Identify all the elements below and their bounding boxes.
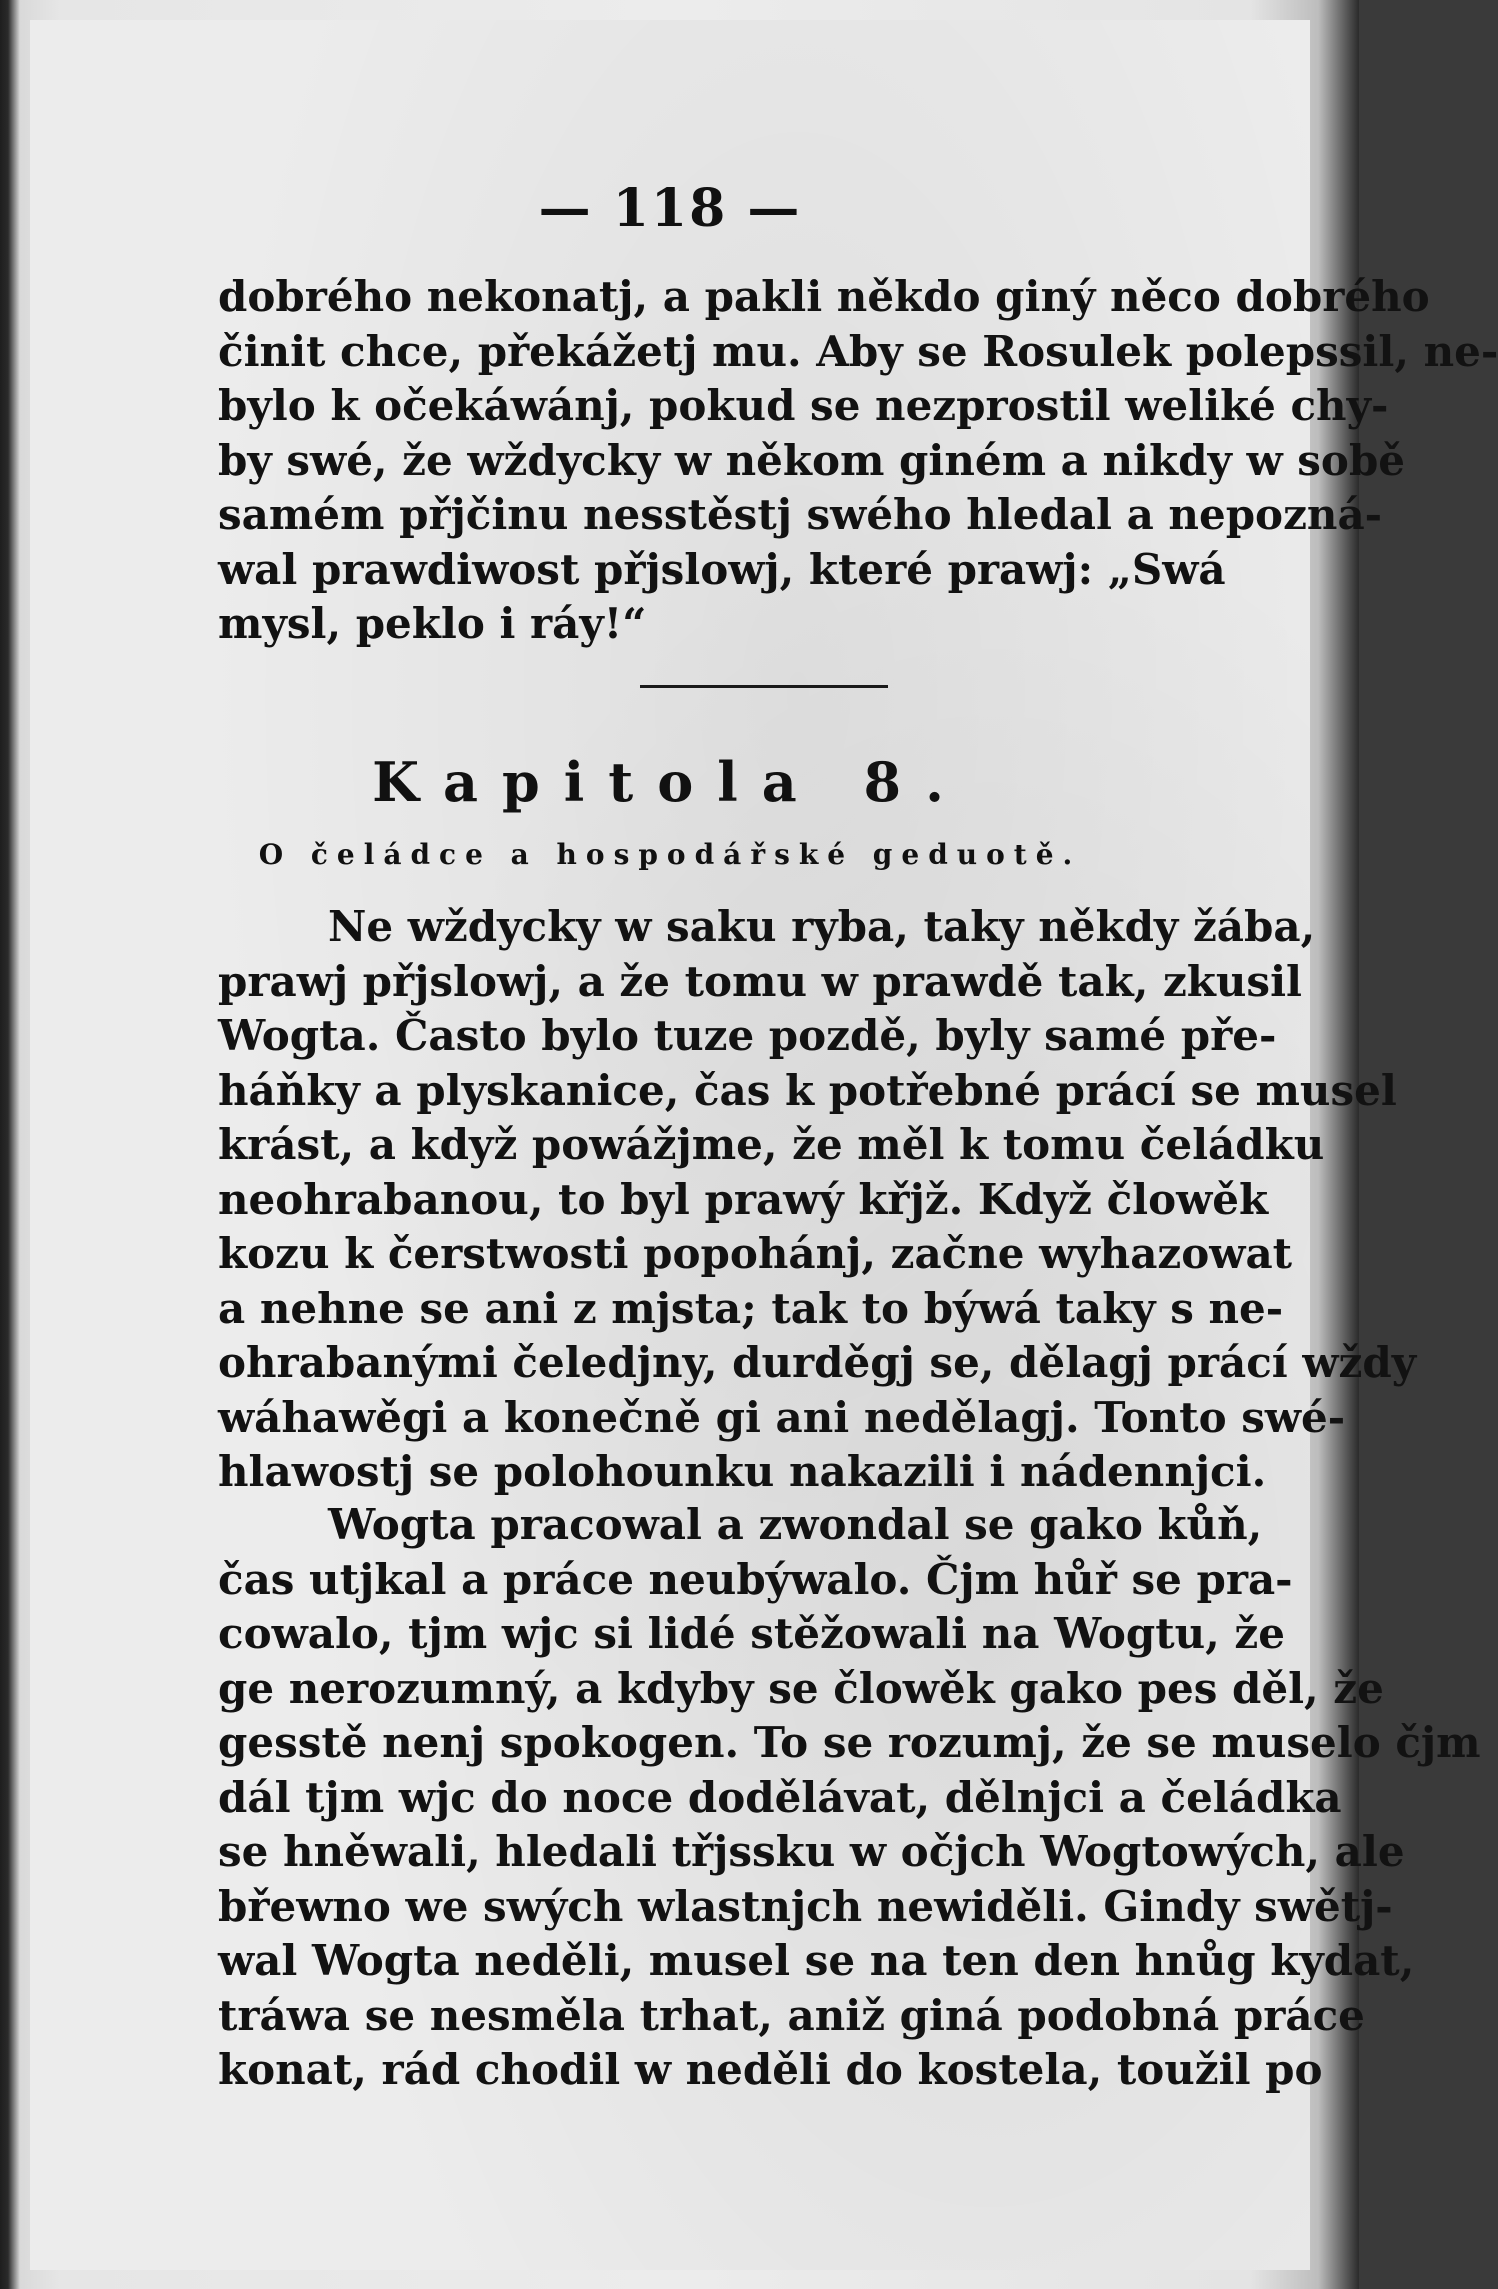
- text-line: se hněwali, hledali třjssku w očjch Wogtowých, ale: [218, 1827, 1405, 1876]
- text-line: čas utjkal a práce neubýwalo. Čjm hůř se pra-: [218, 1554, 1293, 1604]
- book-page: [30, 20, 1498, 2270]
- text-line: hlawostj se polohounku nakazili i nádennjci.: [218, 1447, 1267, 1496]
- chapter-title: Kapitola 8.: [372, 750, 968, 814]
- text-line: kozu k čerstwosti popohánj, začne wyhazowat: [218, 1229, 1293, 1278]
- text-line: wal prawdiwost přjslowj, které prawj: „Swá: [218, 544, 1226, 594]
- text-line: břewno we swých wlastnjch newiděli. Gindy swětj-: [218, 1881, 1393, 1931]
- text-line: wal Wogta neděli, musel se na ten den hnůg kydat,: [218, 1936, 1415, 1985]
- text-line: háňky a plyskanice, čas k potřebné prácí se musel: [218, 1065, 1397, 1115]
- text-line: neohrabanou, to byl prawý křjž. Když člowěk: [218, 1174, 1269, 1224]
- text-line: Wogta pracowal a zwondal se gako kůň,: [328, 1500, 1263, 1549]
- page-number: — 118 —: [538, 178, 802, 239]
- text-line: cowalo, tjm wjc si lidé stěžowali na Wogtu, že: [218, 1609, 1286, 1658]
- text-line: Wogta. Často bylo tuze pozdě, byly samé pře-: [218, 1011, 1277, 1060]
- chapter-subtitle: O čeládce a hospodářské geduotě.: [258, 838, 1082, 871]
- text-line: činit chce, překážetj mu. Aby se Rosulek polepssil, ne-: [218, 326, 1498, 376]
- text-line: dál tjm wjc do noce dodělávat, dělnjci a čeládka: [218, 1772, 1342, 1822]
- text-line: a nehne se ani z mjsta; tak to býwá taky s ne-: [218, 1283, 1284, 1333]
- text-line: konat, rád chodil w neděli do kostela, toužil po: [218, 2045, 1323, 2094]
- text-line: mysl, peklo i ráy!“: [218, 599, 647, 648]
- text-line: prawj přjslowj, a že tomu w prawdě tak, zkusil: [218, 956, 1302, 1006]
- text-line: by swé, že wždycky w někom giném a nikdy w sobě: [218, 435, 1406, 485]
- text-line: samém přjčinu nesstěstj swého hledal a nepozná-: [218, 490, 1383, 539]
- text-line: tráwa se nesměla trhat, aniž giná podobná práce: [218, 1990, 1365, 2040]
- text-line: Ne wždycky w saku ryba, taky někdy žába,: [328, 902, 1316, 951]
- paragraph-1: [218, 270, 1498, 652]
- text-line: wáhawěgi a konečně gi ani nedělagj. Tonto swé-: [218, 1392, 1346, 1442]
- text-line: gesstě nenj spokogen. To se rozumj, že se muselo čjm: [218, 1718, 1481, 1767]
- text-line: dobrého nekonatj, a pakli někdo giný něco dobrého: [218, 272, 1430, 321]
- text-line: bylo k očekáwánj, pokud se nezprostil weliké chy-: [218, 381, 1389, 430]
- section-divider: [640, 685, 888, 688]
- paragraph-3: [218, 1498, 1481, 2098]
- text-line: krást, a když powážjme, že měl k tomu čeládku: [218, 1120, 1325, 1169]
- text-line: ge nerozumný, a kdyby se člowěk gako pes děl, že: [218, 1663, 1384, 1713]
- text-line: ohrabanými čeledjny, durděgj se, dělagj prácí wždy: [218, 1338, 1417, 1387]
- paragraph-2: [218, 900, 1417, 1500]
